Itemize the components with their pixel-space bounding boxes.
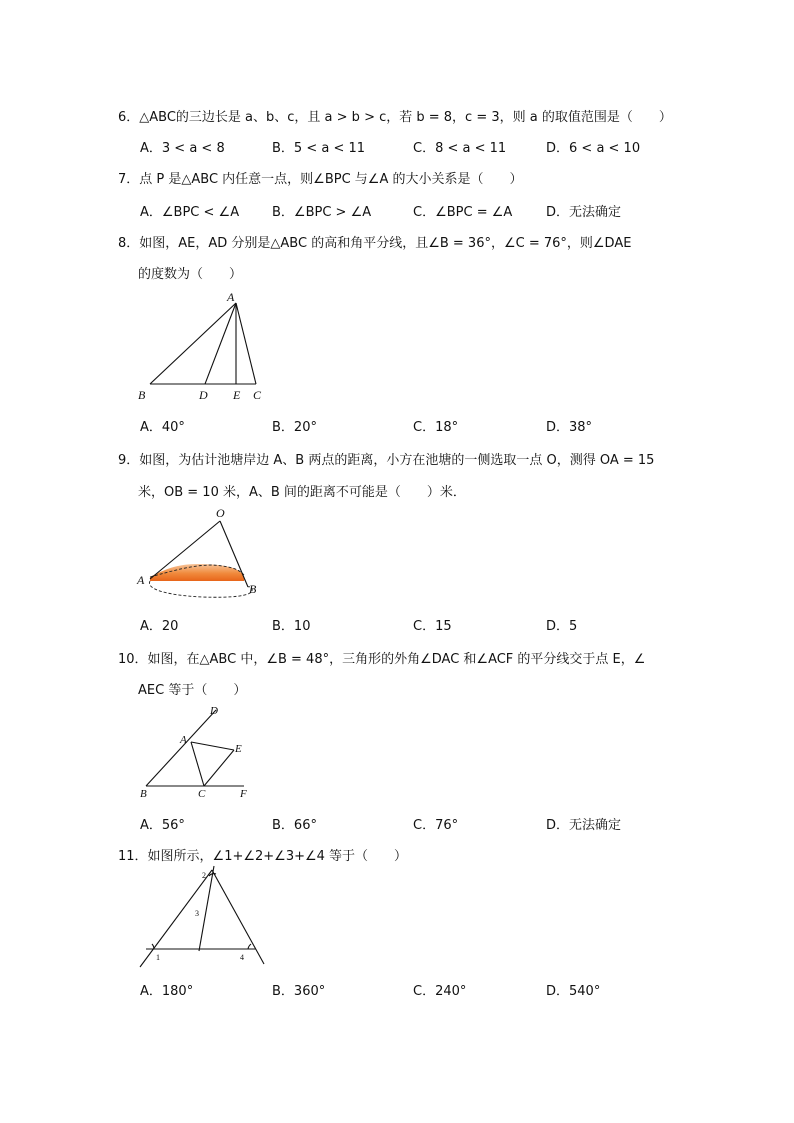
q6-option-a: A．3 < a < 8 — [140, 141, 225, 156]
q8-stem-line1: 8．如图，AE，AD 分别是△ABC 的高和角平分线，且∠B = 36°，∠C = 76°，则∠DAE — [118, 236, 632, 251]
q8-label-a: A — [227, 290, 235, 304]
q7-option-a: A．∠BPC < ∠A — [140, 205, 240, 220]
q11-option-a: A．180° — [140, 984, 194, 999]
q9-label-a: A — [137, 573, 145, 587]
q11-angle-1-label: 1 — [156, 953, 160, 962]
q9-option-b: B．10 — [272, 619, 311, 634]
q9-option-a: A．20 — [140, 619, 179, 634]
q10-stem-line2: AEC 等于（ ） — [138, 683, 247, 698]
q10-option-a: A．56° — [140, 818, 185, 833]
q6-option-d: D．6 < a < 10 — [546, 141, 641, 156]
q11-angles-figure — [134, 864, 269, 972]
q8-option-d: D．38° — [546, 420, 593, 435]
q7-option-c: C．∠BPC = ∠A — [413, 205, 513, 220]
q11-option-c: C．240° — [413, 984, 467, 999]
q6-option-b: B．5 < a < 11 — [272, 141, 366, 156]
q10-option-d: D．无法确定 — [546, 818, 622, 833]
q10-stem-line1: 10．如图，在△ABC 中，∠B = 48°，三角形的外角∠DAC 和∠ACF 的平分线交于点 E，∠ — [118, 652, 646, 667]
q9-stem-line2: 米，OB = 10 米，A、B 间的距离不可能是（ ）米． — [138, 485, 466, 500]
q6-stem: 6．△ABC的三边长是 a、b、c，且 a > b > c，若 b = 8，c = 3，则 a 的取值范围是（ ） — [118, 110, 672, 125]
q11-stem: 11．如图所示，∠1+∠2+∠3+∠4 等于（ ） — [118, 849, 408, 864]
q10-option-c: C．76° — [413, 818, 459, 833]
q10-label-e: E — [235, 743, 242, 755]
q9-option-d: D．5 — [546, 619, 578, 634]
q7-option-d: D．无法确定 — [546, 205, 622, 220]
q11-option-d: D．540° — [546, 984, 601, 999]
q8-label-e: E — [233, 388, 241, 402]
q8-stem-line2: 的度数为（ ） — [138, 267, 243, 282]
q7-stem: 7．点 P 是△ABC 内任意一点，则∠BPC 与∠A 的大小关系是（ ） — [118, 172, 523, 187]
q8-triangle-figure — [130, 285, 275, 405]
q10-label-a: A — [180, 734, 187, 746]
q6-option-c: C．8 < a < 11 — [413, 141, 507, 156]
q11-angle-2-label: 2 — [202, 871, 206, 880]
q10-label-d: D — [210, 705, 218, 717]
q10-label-f: F — [240, 788, 247, 800]
q10-option-b: B．66° — [272, 818, 317, 833]
q9-label-b: B — [249, 582, 257, 596]
q7-option-b: B．∠BPC > ∠A — [272, 205, 372, 220]
q11-angle-4-label: 4 — [240, 953, 244, 962]
q8-label-d: D — [199, 388, 208, 402]
q9-option-c: C．15 — [413, 619, 452, 634]
pond-shape — [150, 564, 244, 581]
q9-pond-figure — [132, 502, 267, 602]
q8-option-c: C．18° — [413, 420, 459, 435]
q11-angle-3-label: 3 — [195, 909, 199, 918]
q10-triangle-figure — [134, 700, 259, 802]
q8-option-a: A．40° — [140, 420, 185, 435]
q9-label-o: O — [216, 506, 225, 520]
q8-option-b: B．20° — [272, 420, 317, 435]
q10-label-b: B — [140, 788, 147, 800]
q9-stem-line1: 9．如图，为估计池塘岸边 A、B 两点的距离，小方在池塘的一侧选取一点 O，测得 OA = 15 — [118, 453, 655, 468]
q8-label-c: C — [253, 388, 262, 402]
q11-option-b: B．360° — [272, 984, 326, 999]
q10-label-c: C — [198, 788, 206, 800]
q8-label-b: B — [138, 388, 146, 402]
